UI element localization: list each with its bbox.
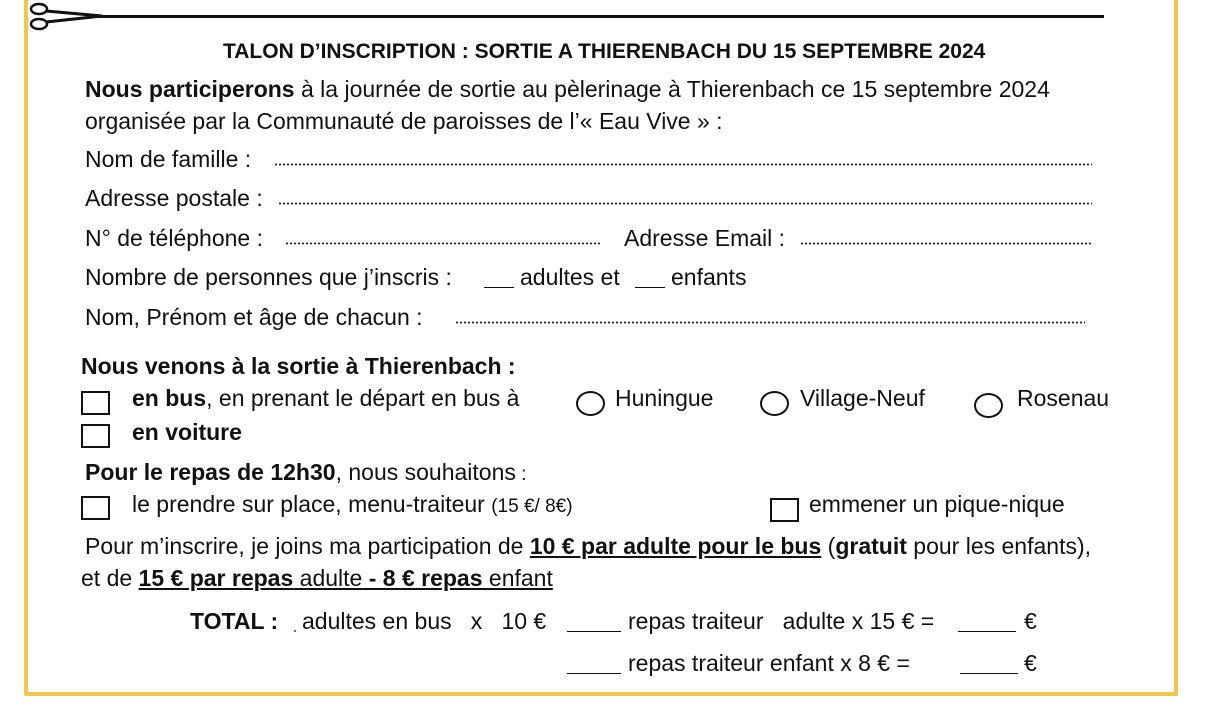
intro-line-2: organisée par la Communauté de paroisses de l’« Eau Vive » :	[85, 108, 723, 134]
euro-sign-2: €	[1024, 650, 1037, 676]
repas-sur-place-label: le prendre sur place, menu-traiteur	[132, 491, 485, 517]
repas-heading-rest: , nous souhaitons	[335, 459, 516, 485]
tel-field[interactable]	[285, 242, 601, 245]
nombre-label: Nombre de personnes que j’inscris :	[85, 264, 452, 290]
total-repas-enfant-field[interactable]	[960, 673, 1018, 674]
participation-repas-adulte: 15 € par repas	[138, 565, 294, 591]
participation-text-e: pour les enfants),	[906, 533, 1092, 559]
total-bus-text: adultes en bus x 10 €	[302, 608, 547, 634]
bus-label: en bus	[132, 385, 207, 411]
pique-nique-label: emmener un pique-nique	[809, 491, 1065, 517]
transport-heading: Nous venons à la sortie à Thierenbach :	[81, 353, 516, 379]
chacun-field[interactable]	[455, 321, 1085, 324]
participation-gratuit: gratuit	[835, 533, 907, 559]
bus-rest: , en prenant le départ en bus à	[206, 385, 520, 411]
total-repas-enfant-text: repas traiteur enfant x 8 € =	[628, 650, 910, 676]
nombre-adultes-text: adultes et	[520, 264, 620, 290]
participation-text-a: Pour m’inscrire, je joins ma participation de	[85, 533, 530, 559]
pique-nique-checkbox[interactable]	[770, 498, 799, 522]
participation-text-f: et de	[81, 565, 139, 591]
rosenau-label: Rosenau	[1017, 385, 1110, 411]
cut-line	[98, 15, 1104, 18]
adresse-field[interactable]	[278, 202, 1092, 205]
total-label: TOTAL :	[190, 608, 279, 634]
intro-rest: à la journée de sortie au pèlerinage à Thierenbach ce 15 septembre 2024	[294, 76, 1050, 102]
bus-option	[132, 384, 519, 412]
repas-sur-place-option	[132, 490, 573, 521]
total-bus-field[interactable]	[567, 631, 621, 632]
participation-adulte-text: adulte	[293, 565, 363, 591]
huningue-label: Huningue	[615, 385, 714, 411]
voiture-label: en voiture	[132, 419, 242, 445]
participation-repas-enfant: - 8 € repas	[362, 565, 483, 591]
total-repas-adulte-text: repas traiteur adulte x 15 € =	[628, 608, 935, 634]
repas-price: (15 €/ 8€)	[491, 496, 573, 517]
scissors-icon	[28, 0, 104, 34]
repas-heading-colon: :	[515, 464, 527, 485]
adresse-label: Adresse postale :	[85, 185, 263, 211]
form-title: TALON D’INSCRIPTION : SORTIE A THIERENBACH DU 15 SEPTEMBRE 2024	[223, 40, 986, 63]
nom-label: Nom de famille :	[85, 146, 252, 172]
radio-huningue[interactable]	[576, 391, 605, 416]
total-repas-adulte-field[interactable]	[958, 631, 1016, 632]
radio-village-neuf[interactable]	[760, 391, 789, 416]
tel-label: N° de téléphone :	[85, 225, 263, 251]
participation-line-1	[85, 532, 1091, 560]
intro-line-1	[85, 75, 1050, 103]
radio-rosenau[interactable]	[974, 393, 1003, 418]
nombre-adultes-field[interactable]	[484, 287, 514, 288]
repas-sur-place-checkbox[interactable]	[81, 496, 110, 520]
total-enfant-count-field[interactable]	[567, 673, 621, 674]
nombre-enfants-field[interactable]	[635, 287, 665, 288]
email-field[interactable]	[800, 242, 1092, 245]
total-bus-blank-dot	[294, 630, 296, 632]
participation-bus-price: 10 € par adulte pour le bus	[529, 533, 822, 559]
repas-heading	[85, 458, 526, 489]
village-neuf-label: Village-Neuf	[800, 385, 925, 411]
participation-line-2	[81, 564, 553, 592]
voiture-checkbox[interactable]	[81, 424, 110, 448]
nombre-enfants-text: enfants	[671, 264, 747, 290]
email-label: Adresse Email :	[624, 225, 786, 251]
participation-text-c: (	[821, 533, 836, 559]
intro-bold: Nous participerons	[85, 76, 295, 102]
participation-enfant-text: enfant	[482, 565, 553, 591]
nom-field[interactable]	[274, 163, 1092, 166]
chacun-label: Nom, Prénom et âge de chacun :	[85, 304, 423, 330]
repas-heading-bold: Pour le repas de 12h30	[85, 459, 336, 485]
euro-sign-1: €	[1024, 608, 1037, 634]
participation-repas-prices	[139, 565, 553, 591]
bus-checkbox[interactable]	[81, 391, 110, 415]
